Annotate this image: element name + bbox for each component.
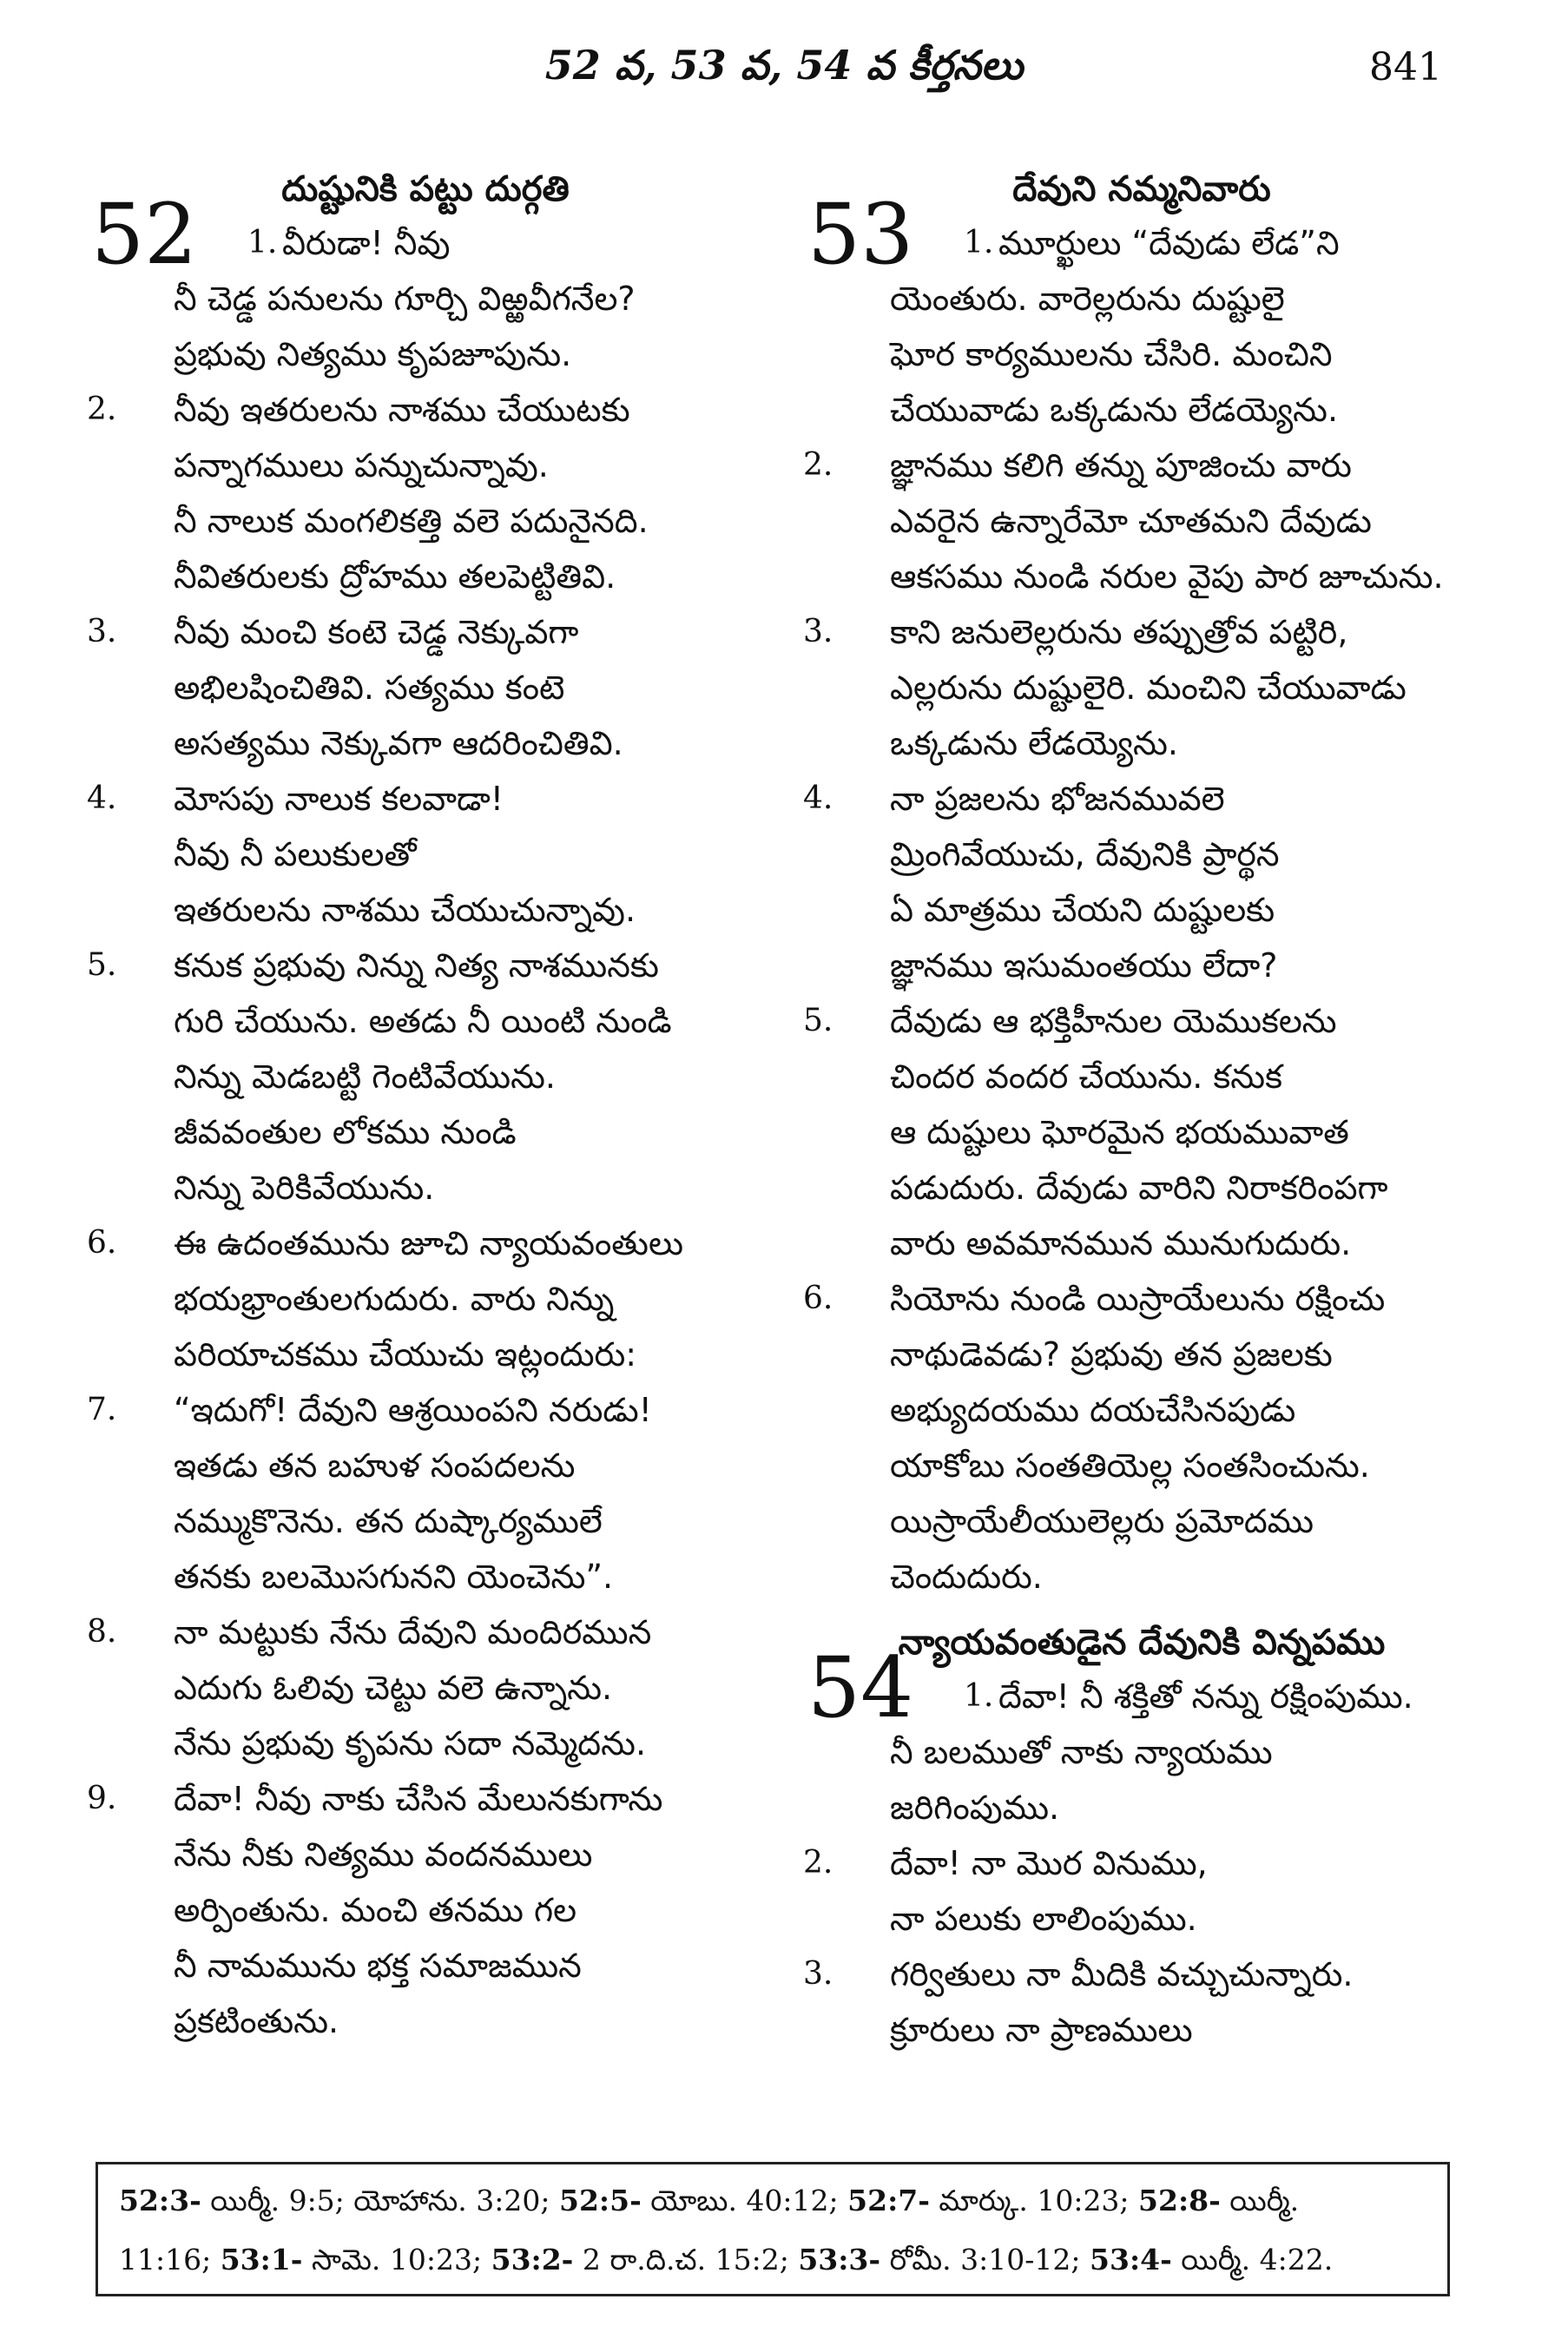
verse-text: నీవు ఇతరులను నాశము చేయుటకు <box>174 391 630 429</box>
verse-line <box>87 604 764 660</box>
verse-line <box>87 827 764 882</box>
cross-reference-key: 53:2- <box>491 2243 574 2276</box>
verse-line <box>803 382 1480 438</box>
verse-number: 9. <box>87 1781 117 1816</box>
psalm-number: 54 <box>807 1639 914 1736</box>
verse-line <box>803 938 1480 993</box>
verse-line <box>87 1938 764 1993</box>
cross-reference-text: యిర్మీ. <box>1220 2184 1300 2217</box>
verse-number: 3. <box>803 614 833 649</box>
verse-text: క్రూరులు నా ప్రాణములు <box>890 2011 1193 2049</box>
verse-text: దేవా! నీ శక్తితో నన్ను రక్షింపుము. <box>998 1677 1413 1716</box>
verse-text: గర్వితులు నా మీదికి వచ్చుచున్నారు. <box>890 1955 1354 1993</box>
verse-line <box>87 1216 764 1271</box>
verse-number: 7. <box>87 1392 117 1427</box>
verse-line <box>87 1493 764 1549</box>
psalm-53-title: దేవుని నమ్మనివారు <box>1012 169 1271 209</box>
verse-text: నీవితరులకు ద్రోహము తలపెట్టితివి. <box>174 557 616 596</box>
cross-reference-text: మార్కు. 10:23; <box>929 2184 1139 2217</box>
verse-line <box>87 271 764 326</box>
verse-text: దేవా! నీవు నాకు చేసిన మేలునకుగాను <box>174 1780 663 1818</box>
verse-line <box>803 1549 1480 1604</box>
verse-number: 4. <box>87 781 117 816</box>
verse-line <box>803 1835 1480 1891</box>
verse-text: జీవవంతుల లోకము నుండి <box>174 1113 517 1151</box>
verse-text: ప్రభువు నిత్యము కృపజూపును. <box>174 335 572 373</box>
verse-text: ఆకసము నుండి నరుల వైపు పార జూచును. <box>890 557 1444 596</box>
verse-text: వారు అవమానమున మునుగుదురు. <box>890 1224 1352 1262</box>
page-header-title: 52 వ, 53 వ, 54 వ కీర్తనలు <box>544 42 1024 89</box>
verse-line <box>87 1382 764 1438</box>
verse-number: 8. <box>87 1614 117 1650</box>
verse-line <box>803 1780 1480 1835</box>
verse-text: పరియాచకము చేయుచు ఇట్లందురు: <box>174 1335 637 1374</box>
verse-text: పన్నాగములు పన్నుచున్నావు. <box>174 446 549 484</box>
cross-reference-key: 53:4- <box>1090 2243 1172 2276</box>
verse-line <box>803 827 1480 882</box>
cross-reference-line <box>119 2171 1426 2230</box>
verse-line <box>87 1716 764 1771</box>
verse-text: చిందర వందర చేయును. కనుక <box>890 1057 1282 1096</box>
verse-text: ఈ ఉదంతమును జూచి న్యాయవంతులు <box>174 1224 684 1262</box>
cross-reference-text: యిర్మీ. 9:5; యోహాను. 3:20; <box>201 2184 559 2217</box>
verse-text: పడుదురు. దేవుడు వారిని నిరాకరింపగా <box>890 1169 1388 1207</box>
psalm-number: 53 <box>807 186 914 283</box>
cross-reference-text: 2 రా.ది.చ. 15:2; <box>573 2243 799 2276</box>
verse-text: ఏ మాత్రము చేయని దుష్టులకు <box>890 891 1275 929</box>
verse-number: 2. <box>803 1845 833 1881</box>
cross-reference-text: సామె. 10:23; <box>302 2243 491 2276</box>
verse-text: ఒక్కడును లేడయ్యెను. <box>890 724 1178 762</box>
verse-text: చెందుదురు. <box>890 1558 1043 1596</box>
verse-line <box>803 438 1480 493</box>
verse-text: దేవుడు ఆ భక్తిహీనుల యెముకలను <box>890 1002 1337 1040</box>
verse-text: అసత్యము నెక్కువగా ఆదరించితివి. <box>174 724 623 762</box>
cross-reference-key: 53:3- <box>798 2243 881 2276</box>
verse-line <box>803 1891 1480 1947</box>
verse-line <box>803 1947 1480 2002</box>
verse-text: ఘోర కార్యములను చేసిరి. మంచిని <box>890 335 1333 373</box>
verse-number: 5. <box>803 1003 833 1038</box>
verse-text: యాకోబు సంతతియెల్ల సంతసించును. <box>890 1446 1370 1485</box>
verse-line <box>803 493 1480 549</box>
verse-line <box>803 1438 1480 1493</box>
verse-line <box>803 1049 1480 1104</box>
cross-reference-text: 11:16; <box>119 2243 221 2276</box>
verse-line <box>87 1604 764 1660</box>
psalm-52-title: దుష్టునికి పట్టు దుర్గతి <box>281 169 570 209</box>
verse-number: 3. <box>87 614 117 649</box>
verse-line <box>803 326 1480 382</box>
verse-text: నేను ప్రభువు కృపను సదా నమ్మెదను. <box>174 1724 647 1762</box>
cross-reference-text: రోమీ. 3:10-12; <box>880 2243 1090 2276</box>
verse-text: ఇతరులను నాశము చేయుచున్నావు. <box>174 891 636 929</box>
verse-number: 4. <box>803 781 833 816</box>
verse-line <box>87 1327 764 1382</box>
verse-line <box>803 715 1480 771</box>
verse-line <box>87 326 764 382</box>
verse-line <box>87 493 764 549</box>
verse-text: గురి చేయును. అతడు నీ యింటి నుండి <box>174 1002 672 1040</box>
verse-line <box>87 1438 764 1493</box>
psalm-number: 52 <box>91 186 198 283</box>
verse-text: కాని జనులెల్లరును తప్పుత్రోవ పట్టిరి, <box>890 613 1348 651</box>
verse-line <box>87 771 764 827</box>
verse-line <box>803 1104 1480 1160</box>
verse-text: నేను నీకు నిత్యము వందనములు <box>174 1835 593 1874</box>
verse-line <box>87 438 764 493</box>
verse-line <box>87 1827 764 1882</box>
cross-reference-text: యిర్మీ. 4:22. <box>1171 2243 1334 2276</box>
verse-line <box>803 549 1480 604</box>
verse-line <box>87 993 764 1049</box>
cross-reference-key: 52:5- <box>559 2184 642 2217</box>
cross-reference-key: 52:3- <box>119 2184 201 2217</box>
cross-reference-key: 53:1- <box>220 2243 303 2276</box>
verse-text: మ్రింగివేయుచు, దేవునికి ప్రార్థన <box>890 835 1280 873</box>
verse-line <box>87 1549 764 1604</box>
verse-line <box>803 1160 1480 1216</box>
verse-line <box>87 382 764 438</box>
verse-number: 6. <box>87 1225 117 1261</box>
verse-text: నీ నామమును భక్త సమాజమున <box>174 1947 582 1985</box>
verse-line <box>803 993 1480 1049</box>
verse-text: చేయువాడు ఒక్కడును లేడయ్యెను. <box>890 391 1339 429</box>
verse-text: సియోను నుండి యిస్రాయేలును రక్షించు <box>890 1280 1386 1318</box>
verse-text: దేవా! నా మొర వినుము, <box>890 1844 1208 1882</box>
verse-text: నా ప్రజలను భోజనమువలె <box>890 780 1225 818</box>
cross-reference-box <box>96 2162 1450 2296</box>
cross-reference-key: 52:8- <box>1138 2184 1221 2217</box>
verse-text: నిన్ను పెరికివేయును. <box>174 1169 435 1207</box>
page-number: 841 <box>1369 45 1442 89</box>
verse-text: ప్రకటింతును. <box>174 2002 339 2040</box>
verse-text: నా మట్టుకు నేను దేవుని మందిరమున <box>174 1613 652 1651</box>
verse-text: వీరుడా! నీవు <box>282 224 451 262</box>
verse-text: నీవు మంచి కంటె చెడ్డ నెక్కువగా <box>174 613 579 651</box>
left-column <box>87 163 764 2049</box>
verse-line <box>87 882 764 938</box>
verse-text: ఎదుగు ఓలివు చెట్టు వలె ఉన్నాను. <box>174 1669 613 1707</box>
verse-line <box>803 882 1480 938</box>
verse-line <box>87 1160 764 1216</box>
verse-text: జ్ఞానము ఇసుమంతయు లేదా? <box>890 946 1278 985</box>
verse-text: తనకు బలమొసగునని యెంచెను”. <box>174 1558 614 1596</box>
verse-text: నిన్ను మెడబట్టి గెంటివేయును. <box>174 1057 556 1096</box>
verse-text: మూర్ఖులు “దేవుడు లేడ”ని <box>998 224 1340 262</box>
verse-text: మోసపు నాలుక కలవాడా! <box>174 780 504 818</box>
cross-reference-line <box>119 2230 1426 2289</box>
verse-line <box>87 1049 764 1104</box>
verse-line <box>87 660 764 715</box>
verse-text: నీ నాలుక మంగలికత్తి వలె పదునైనది. <box>174 502 649 540</box>
verse-text: నీ చెడ్డ పనులను గూర్చి విఱ్ఱవీగనేల? <box>174 280 636 318</box>
verse-line <box>803 1382 1480 1438</box>
verse-text: ఎవరైన ఉన్నారేమో చూతమని దేవుడు <box>890 502 1372 540</box>
verse-number: 3. <box>803 1956 833 1992</box>
verse-line <box>803 604 1480 660</box>
verse-text: ఇతడు తన బహుళ సంపదలను <box>174 1446 576 1485</box>
verse-text: నమ్ముకొనెను. తన దుష్కార్యములే <box>174 1502 603 1540</box>
verse-line <box>803 1216 1480 1271</box>
verse-text: అభిలషించితివి. సత్యము కంటె <box>174 669 565 707</box>
verse-line <box>803 771 1480 827</box>
cross-reference-key: 52:7- <box>847 2184 930 2217</box>
verse-text: “ఇదుగో! దేవుని ఆశ్రయింపని నరుడు! <box>174 1391 652 1429</box>
verse-text: భయభ్రాంతులగుదురు. వారు నిన్ను <box>174 1280 615 1318</box>
verse-number: 5. <box>87 947 117 983</box>
verse-text: నీ బలముతో నాకు న్యాయము <box>890 1733 1273 1771</box>
verse-number: 2. <box>803 447 833 483</box>
verse-line <box>87 715 764 771</box>
verse-line <box>87 1660 764 1716</box>
verse-number: 1. <box>247 225 278 260</box>
verse-line <box>87 549 764 604</box>
verse-text: అర్పింతును. మంచి తనము గల <box>174 1891 577 1929</box>
verse-text: యెంతురు. వారెల్లరును దుష్టులై <box>890 280 1285 318</box>
verse-number: 2. <box>87 392 117 427</box>
verse-text: ఆ దుష్టులు ఘోరమైన భయమువాత <box>890 1113 1349 1151</box>
verse-text: జరిగింపుము. <box>890 1789 1060 1827</box>
verse-number: 6. <box>803 1281 833 1316</box>
verse-text: కనుక ప్రభువు నిన్ను నిత్య నాశమునకు <box>174 946 659 985</box>
verse-line <box>803 1327 1480 1382</box>
verse-number: 1. <box>964 1678 994 1714</box>
verse-line <box>803 1724 1480 1780</box>
verse-text: నాథుడెవడు? ప్రభువు తన ప్రజలకు <box>890 1335 1333 1374</box>
verse-line <box>87 1882 764 1938</box>
verse-line <box>87 1993 764 2049</box>
verse-line <box>87 1771 764 1827</box>
verse-text: నా పలుకు లాలింపుము. <box>890 1900 1197 1938</box>
verse-line <box>87 1104 764 1160</box>
right-column <box>803 163 1480 2058</box>
verse-line <box>803 2002 1480 2058</box>
verse-line <box>87 938 764 993</box>
verse-line <box>803 1271 1480 1327</box>
verse-line <box>803 1493 1480 1549</box>
verse-text: అభ్యుదయము దయచేసినపుడు <box>890 1391 1296 1429</box>
verse-line <box>87 1271 764 1327</box>
verse-number: 1. <box>964 225 994 260</box>
verse-line <box>803 660 1480 715</box>
verse-text: నీవు నీ పలుకులతో <box>174 835 417 873</box>
verse-text: జ్ఞానము కలిగి తన్ను పూజించు వారు <box>890 446 1352 484</box>
verse-text: యిస్రాయేలీయులెల్లరు ప్రమోదము <box>890 1502 1314 1540</box>
cross-reference-text: యోబు. 40:12; <box>641 2184 848 2217</box>
verse-text: ఎల్లరును దుష్టులైరి. మంచిని చేయువాడు <box>890 669 1407 707</box>
verse-line <box>803 271 1480 326</box>
psalm-54-title: న్యాయవంతుడైన దేవునికి విన్నపము <box>898 1623 1386 1663</box>
